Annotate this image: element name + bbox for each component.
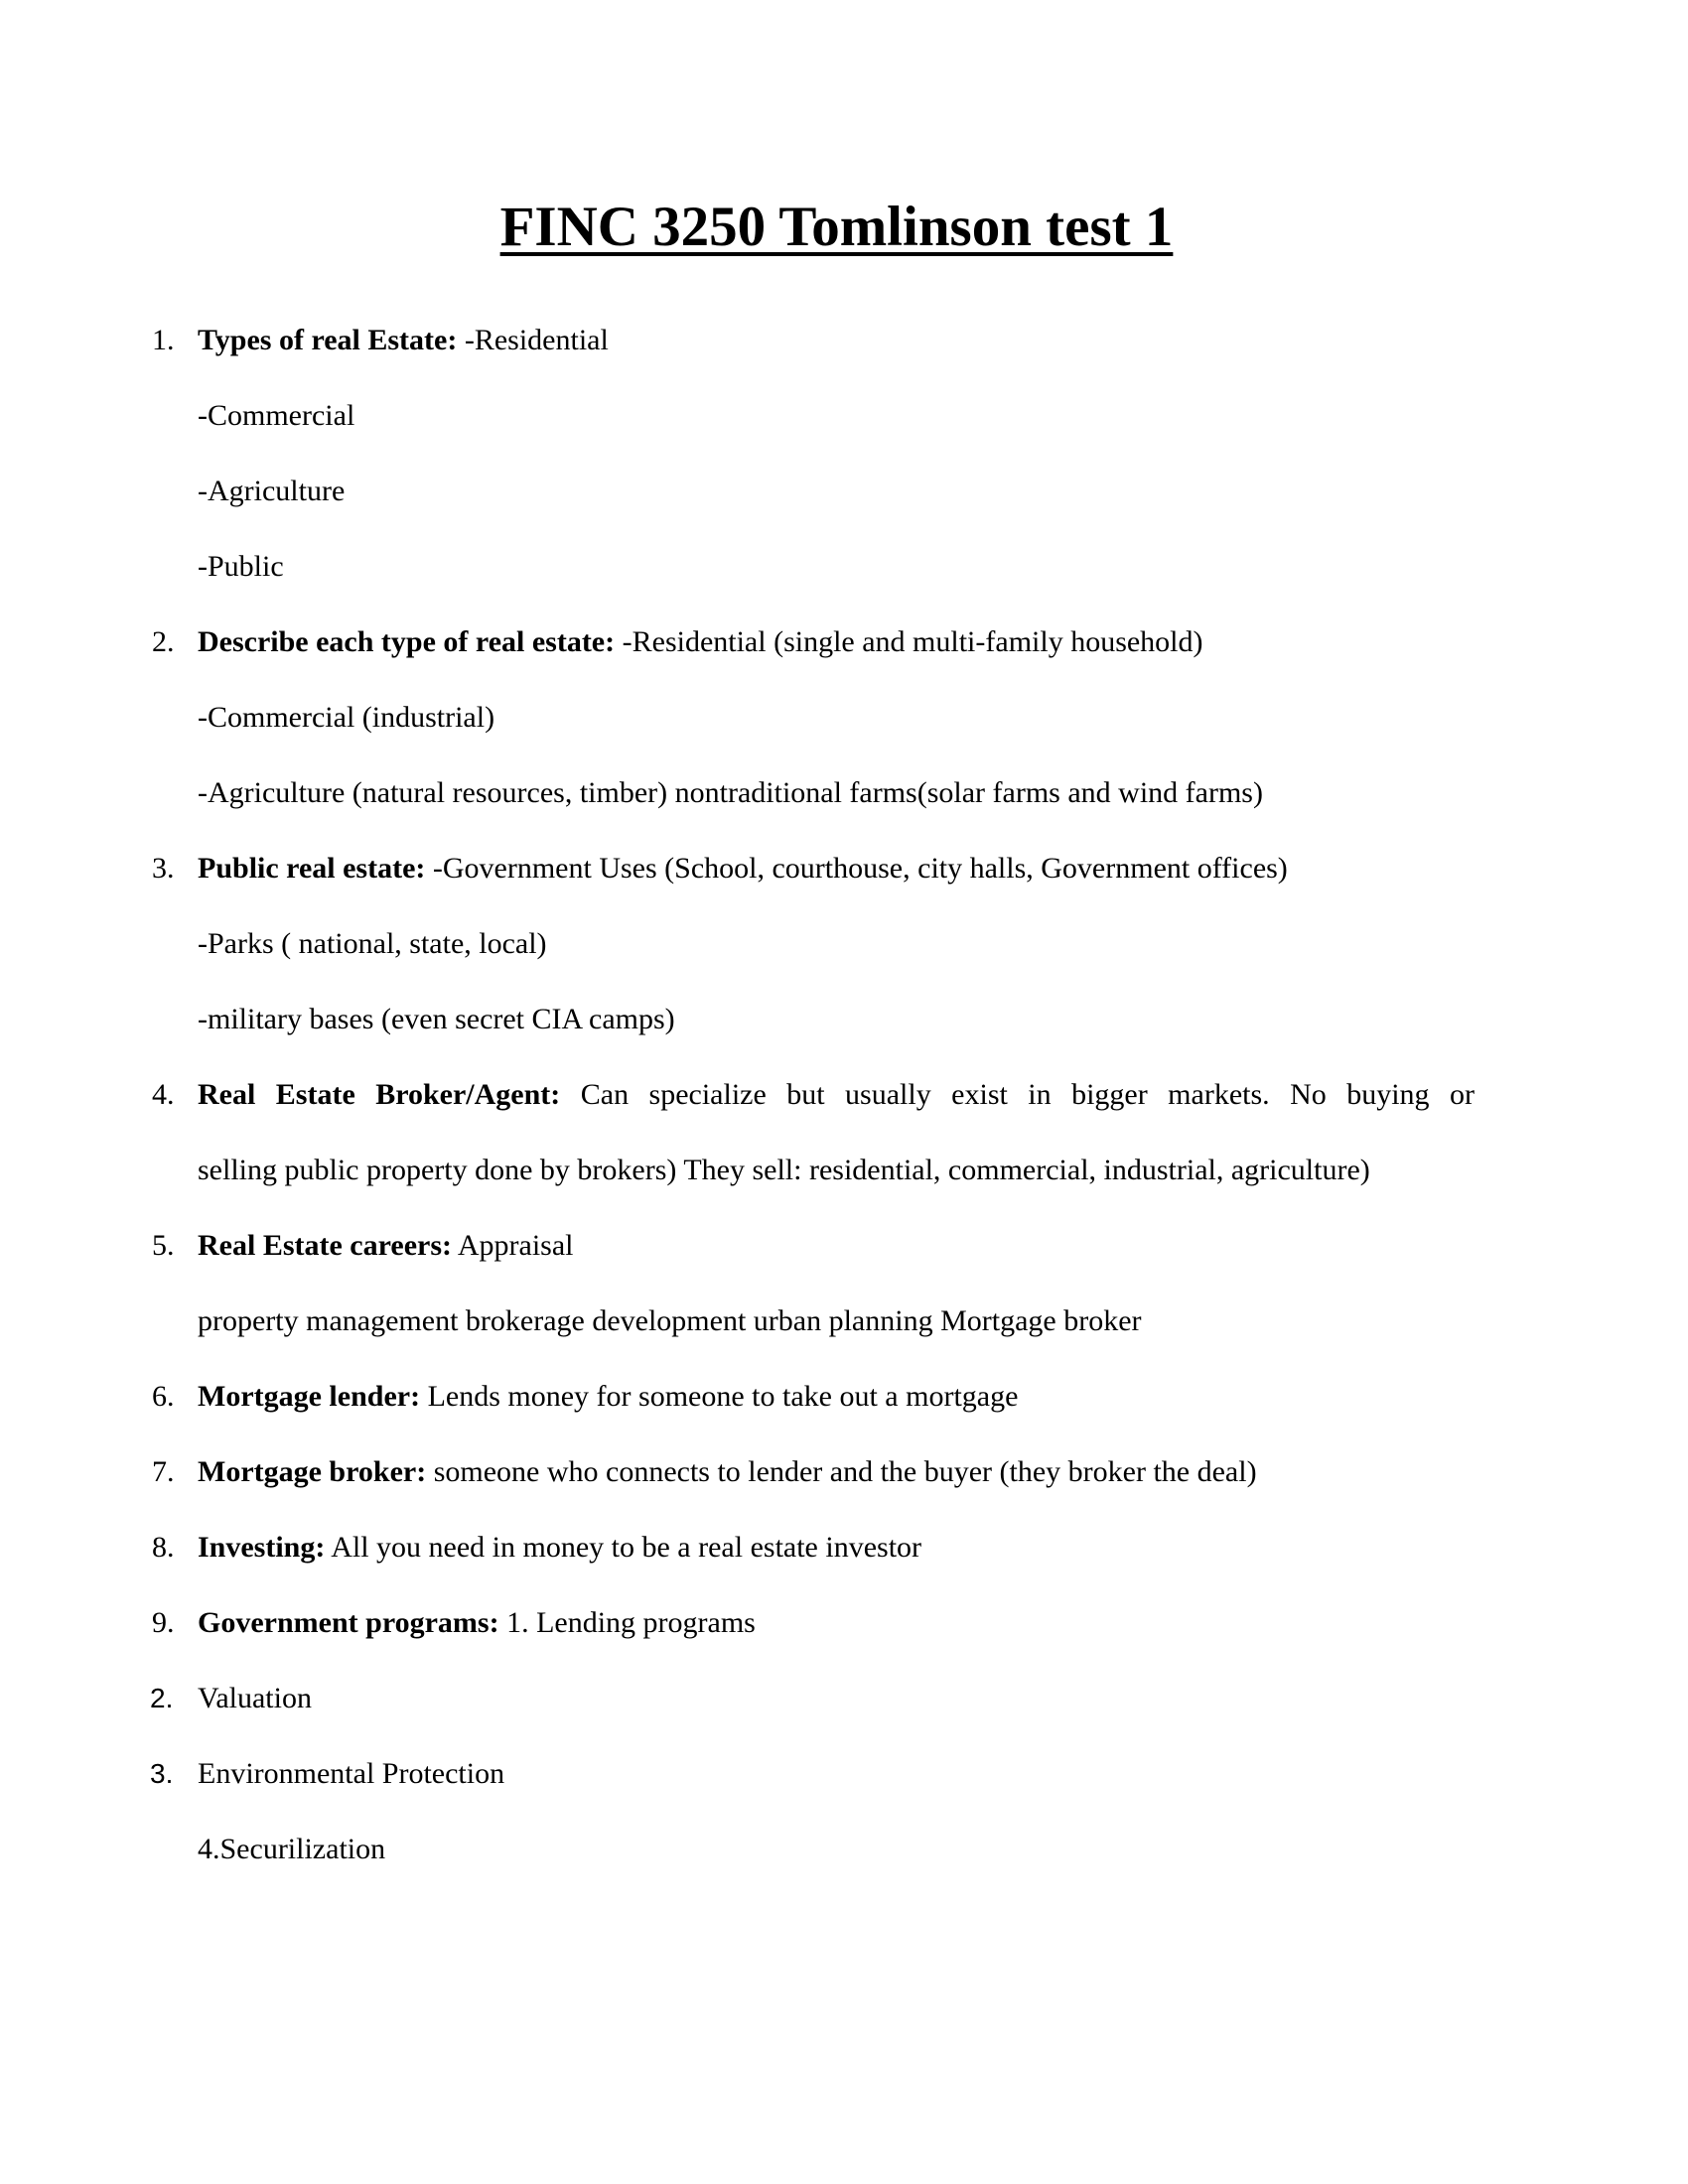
item-text: -Government Uses (School, courthouse, city halls, Government offices) <box>425 852 1288 885</box>
list-number: 5. <box>152 1229 175 1262</box>
list-item <box>198 1757 504 1791</box>
item-text: Valuation <box>198 1682 312 1714</box>
item-text: -Residential (single and multi-family household) <box>615 625 1203 658</box>
item-label: Mortgage broker: <box>198 1455 427 1488</box>
item-label: Government programs: <box>198 1606 499 1639</box>
list-item <box>198 399 354 433</box>
list-number: 1. <box>152 324 175 356</box>
item-text: All you need in money to be a real estate investor <box>325 1531 922 1564</box>
item-text: property management brokerage development urban planning Mortgage broker <box>198 1304 1142 1337</box>
item-text: -Residential <box>457 324 609 356</box>
list-number: 8. <box>152 1531 175 1564</box>
list-number: 9. <box>152 1606 175 1639</box>
list-item <box>198 1078 1475 1112</box>
item-text: -Agriculture (natural resources, timber) nontraditional farms(solar farms and wind farms) <box>198 776 1263 809</box>
list-item <box>198 701 494 735</box>
list-number: 4. <box>152 1078 175 1111</box>
list-number: 2. <box>150 1683 174 1713</box>
list-number: 3. <box>152 852 175 885</box>
list-item <box>198 1304 1142 1338</box>
list-item <box>198 1380 1018 1414</box>
item-label: Public real estate: <box>198 852 426 885</box>
list-item <box>198 1606 756 1640</box>
item-text: Appraisal <box>452 1229 574 1262</box>
item-label: Types of real Estate: <box>198 324 458 356</box>
item-label: Real Estate Broker/Agent: <box>198 1078 561 1111</box>
item-text: -Commercial <box>198 399 355 432</box>
item-text: -Public <box>198 550 284 583</box>
item-text: Lends money for someone to take out a mortgage <box>420 1380 1019 1413</box>
list-item <box>198 550 284 584</box>
list-item <box>198 475 345 508</box>
item-text: Environmental Protection <box>198 1757 505 1790</box>
item-label: Investing: <box>198 1531 326 1564</box>
item-text: 1. Lending programs <box>498 1606 756 1639</box>
list-item <box>198 927 547 961</box>
item-text: -Parks ( national, state, local) <box>198 927 547 960</box>
list-item <box>198 776 1263 810</box>
item-text: -Agriculture <box>198 475 346 507</box>
list-number: 3. <box>150 1758 174 1789</box>
item-text: someone who connects to lender and the buyer (they broker the deal) <box>426 1455 1257 1488</box>
list-item <box>198 852 1288 886</box>
item-text: selling public property done by brokers) They sell: residential, commercial, industrial, agriculture) <box>198 1154 1370 1186</box>
list-item <box>198 1003 675 1036</box>
item-text: Can specialize but usually exist in bigger markets. No buying or <box>560 1078 1476 1111</box>
list-number: 6. <box>152 1380 175 1413</box>
list-number: 7. <box>152 1455 175 1488</box>
list-item <box>198 1154 1370 1187</box>
list-item <box>198 1833 385 1866</box>
list-item <box>198 625 1203 659</box>
list-item <box>198 1682 312 1715</box>
list-number: 2. <box>152 625 175 658</box>
item-label: Mortgage lender: <box>198 1380 421 1413</box>
list-item <box>198 1229 573 1263</box>
list-item <box>198 324 609 357</box>
document-title: FINC 3250 Tomlinson test 1 <box>499 196 1174 258</box>
item-label: Describe each type of real estate: <box>198 625 616 658</box>
list-item <box>198 1455 1257 1489</box>
list-item <box>198 1531 921 1565</box>
item-label: Real Estate careers: <box>198 1229 452 1262</box>
item-text: -military bases (even secret CIA camps) <box>198 1003 675 1035</box>
item-text: 4.Securilization <box>198 1833 386 1865</box>
item-text: -Commercial (industrial) <box>198 701 495 734</box>
